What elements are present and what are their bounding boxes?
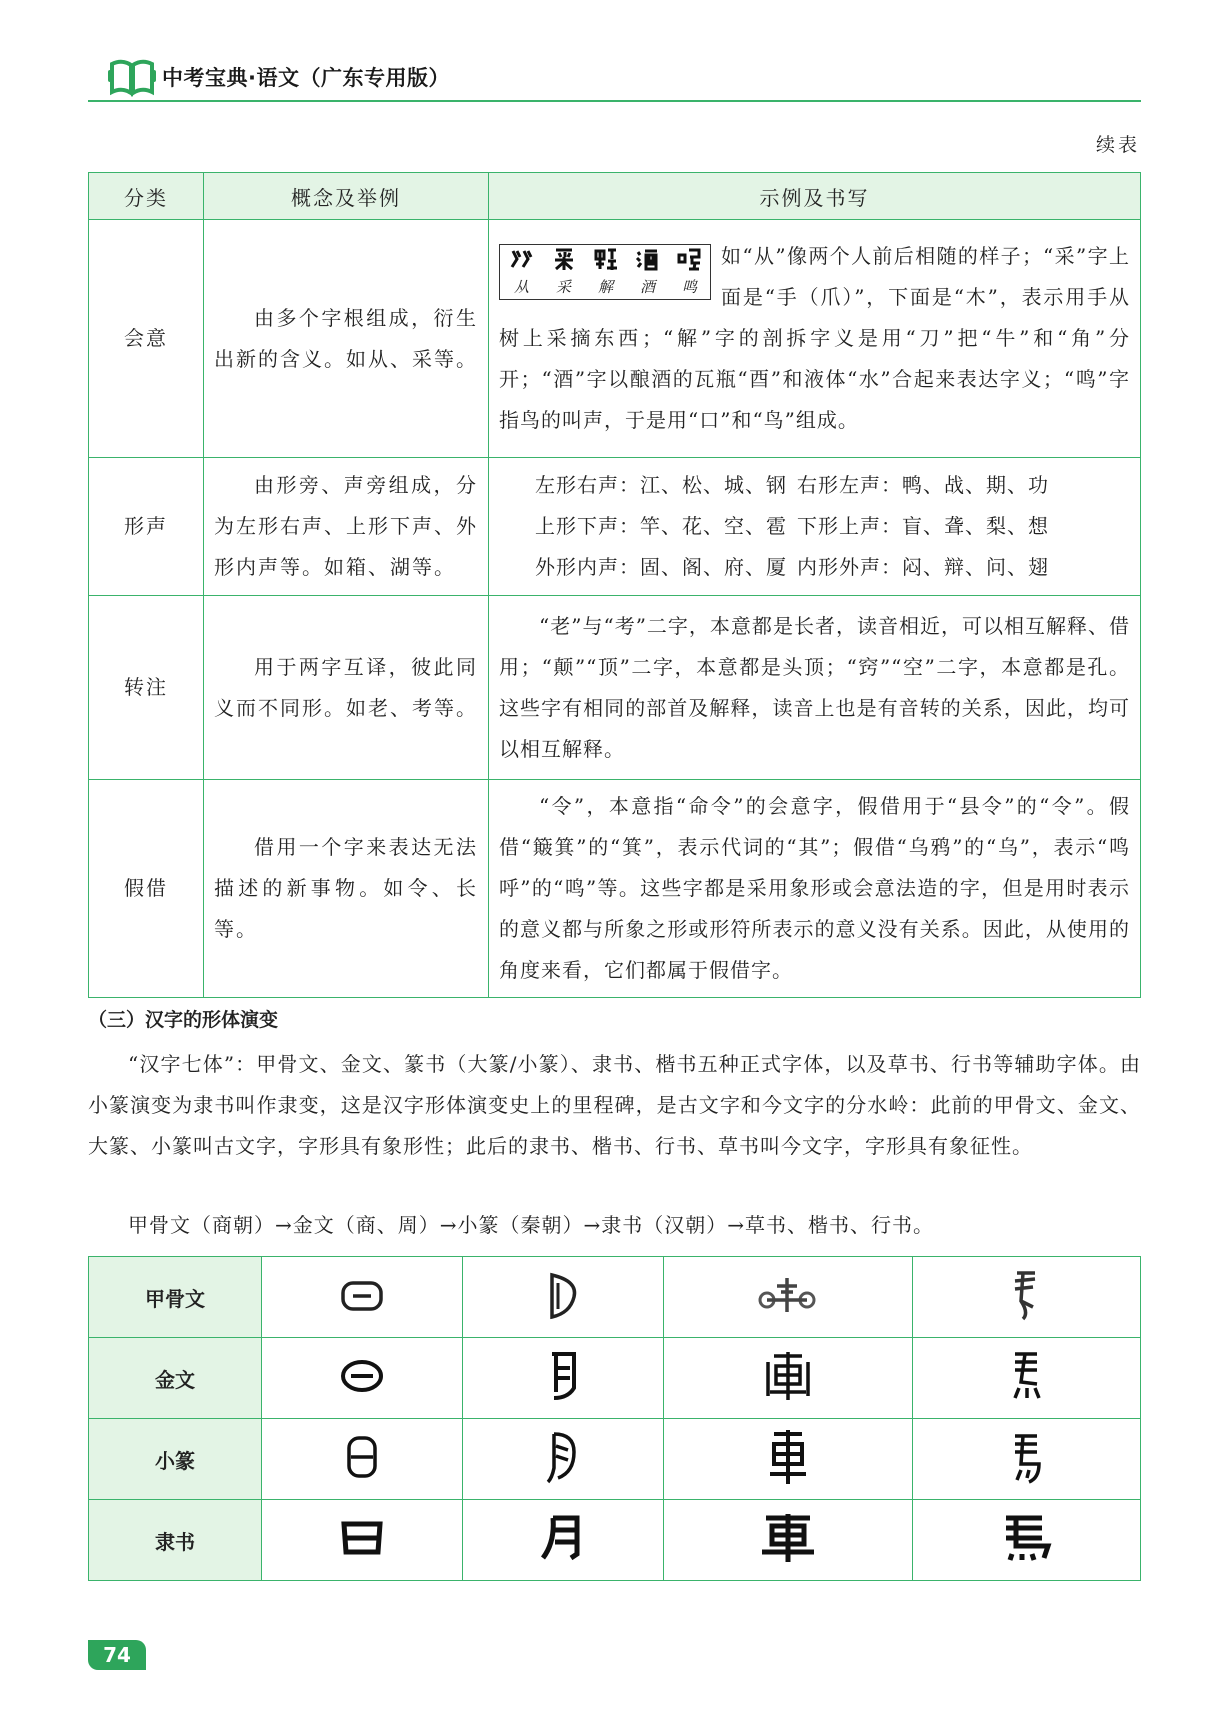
seal-che-glyph	[664, 1419, 913, 1500]
xingsheng-item: 右形左声：鸭、战、期、功	[797, 473, 1049, 497]
bronze-ma-glyph	[912, 1338, 1140, 1419]
xingsheng-item: 下形上声：盲、聋、梨、想	[797, 514, 1049, 538]
example-cell: “令”，本意指“命令”的会意字，假借用于“县令”的“令”。假借“簸箕”的“箕”，表示代词的“其”；假借“乌鸦”的“乌”，表示“鸣呼”的“鸣”等。这些字都是采用象形或会意法造的字，但是用时表示的意义都与所象之形或形符所表示的意义没有关系。因此，从使用的角度来看，它们都属于假借字。	[489, 780, 1141, 998]
oracle-ri-glyph	[262, 1257, 463, 1338]
glyph-caption: 酒	[639, 278, 656, 296]
oracle-che-glyph	[664, 1257, 913, 1338]
section-paragraph: “汉字七体”：甲骨文、金文、篆书（大篆/小篆）、隶书、楷书五种正式字体，以及草书、行书等辅助字体。由小篆演变为隶书叫作隶变，这是汉字形体演变史上的里程碑，是古文字和今文字的分水岭：此前的甲骨文、金文、大篆、小篆叫古文字，字形具有象形性；此后的隶书、楷书、行书、草书叫今文字，字形具有象征性。	[88, 1052, 1141, 1158]
concept-cell: 用于两字互译，彼此同义而不同形。如老、考等。	[204, 596, 489, 780]
seal-yue-glyph	[463, 1419, 664, 1500]
oracle-ma-glyph	[912, 1257, 1140, 1338]
bronze-yue-glyph	[463, 1338, 664, 1419]
xingsheng-item: 外形内声：固、阁、府、厦	[535, 555, 787, 579]
table-row	[89, 1338, 1141, 1419]
glyph-cai-icon	[543, 247, 585, 271]
table-row	[89, 596, 1141, 780]
clerical-ma-glyph	[912, 1500, 1140, 1581]
example-text: 如“从”像两个人前后相随的样子；“采”字上面是“手（爪）”，下面是“木”，表示用手从树上采摘东西；“解”字的剖拆字义是用“刀”把“牛”和“角”分开；“酒”字以酿酒的瓦瓶“酉”和液体“水”合起来表达字义；“鸣”字指鸟的叫声，于是用“口”和“鸟”组成。	[499, 244, 1130, 432]
open-book-icon	[108, 56, 156, 98]
glyph-cong-icon	[501, 247, 543, 271]
glyph-ming-icon	[669, 247, 711, 271]
header-category: 分类	[89, 173, 204, 220]
concept-cell: 由多个字根组成，衍生出新的含义。如从、采等。	[204, 220, 489, 458]
xingsheng-row	[499, 506, 1130, 547]
table-row	[89, 1257, 1141, 1338]
example-cell: “老”与“考”二字，本意都是长者，读音相近，可以相互解释、借用；“颠”“顶”二字，本意都是头顶；“窍”“空”二字，本意都是孔。这些字有相同的部首及解释，读音上也是有音转的关系，因此，均可以相互解释。	[489, 596, 1141, 780]
seal-ma-glyph	[912, 1419, 1140, 1500]
glyph-caption: 鸣	[681, 278, 698, 296]
bronze-ri-glyph	[262, 1338, 463, 1419]
category-cell: 会意	[89, 220, 204, 458]
glyph-caption: 解	[597, 278, 614, 296]
example-cell	[489, 458, 1141, 596]
table-row	[89, 780, 1141, 998]
xingsheng-item: 内形外声：闷、辩、问、翅	[797, 555, 1049, 579]
glyph-jiu-icon	[627, 247, 669, 271]
clerical-ri-glyph	[262, 1500, 463, 1581]
example-cell	[489, 220, 1141, 458]
script-evolution-table	[88, 1256, 1141, 1581]
bronze-che-glyph	[664, 1338, 913, 1419]
header-example: 示例及书写	[489, 173, 1141, 220]
evolution-timeline: 甲骨文（商朝）→金文（商、周）→小篆（秦朝）→隶书（汉朝）→草书、楷书、行书。	[128, 1213, 935, 1237]
concept-cell: 借用一个字来表达无法描述的新事物。如令、长等。	[204, 780, 489, 998]
category-cell: 转注	[89, 596, 204, 780]
category-cell: 假借	[89, 780, 204, 998]
header-concept: 概念及举例	[204, 173, 489, 220]
script-label: 甲骨文	[89, 1257, 262, 1338]
script-label: 隶书	[89, 1500, 262, 1581]
category-cell: 形声	[89, 458, 204, 596]
page-header	[90, 56, 1140, 102]
section-title: （三）汉字的形体演变	[88, 1009, 279, 1031]
table-row	[89, 1419, 1141, 1500]
glyph-caption: 采	[555, 278, 572, 296]
glyph-jie-icon	[585, 247, 627, 271]
header-title: 中考宝典·语文（广东专用版）	[162, 66, 450, 90]
script-label: 小篆	[89, 1419, 262, 1500]
xingsheng-item: 上形下声：竿、花、空、雹	[535, 514, 787, 538]
page-number: 74	[88, 1640, 146, 1670]
seal-ri-glyph	[262, 1419, 463, 1500]
table-row	[89, 458, 1141, 596]
clerical-che-glyph	[664, 1500, 913, 1581]
table-row	[89, 1500, 1141, 1581]
ancient-glyph-box	[499, 244, 711, 300]
xingsheng-item: 左形右声：江、松、城、钢	[535, 473, 787, 497]
glyph-caption: 从	[513, 278, 530, 296]
script-label: 金文	[89, 1338, 262, 1419]
table-header-row	[89, 173, 1141, 220]
continued-label: 续表	[1095, 134, 1140, 156]
xingsheng-row	[499, 465, 1130, 506]
character-classification-table	[88, 172, 1141, 998]
xingsheng-row	[499, 547, 1130, 588]
oracle-yue-glyph	[463, 1257, 664, 1338]
table-row	[89, 220, 1141, 458]
header-rule	[88, 100, 1141, 102]
clerical-yue-glyph	[463, 1500, 664, 1581]
concept-cell: 由形旁、声旁组成，分为左形右声、上形下声、外形内声等。如箱、湖等。	[204, 458, 489, 596]
